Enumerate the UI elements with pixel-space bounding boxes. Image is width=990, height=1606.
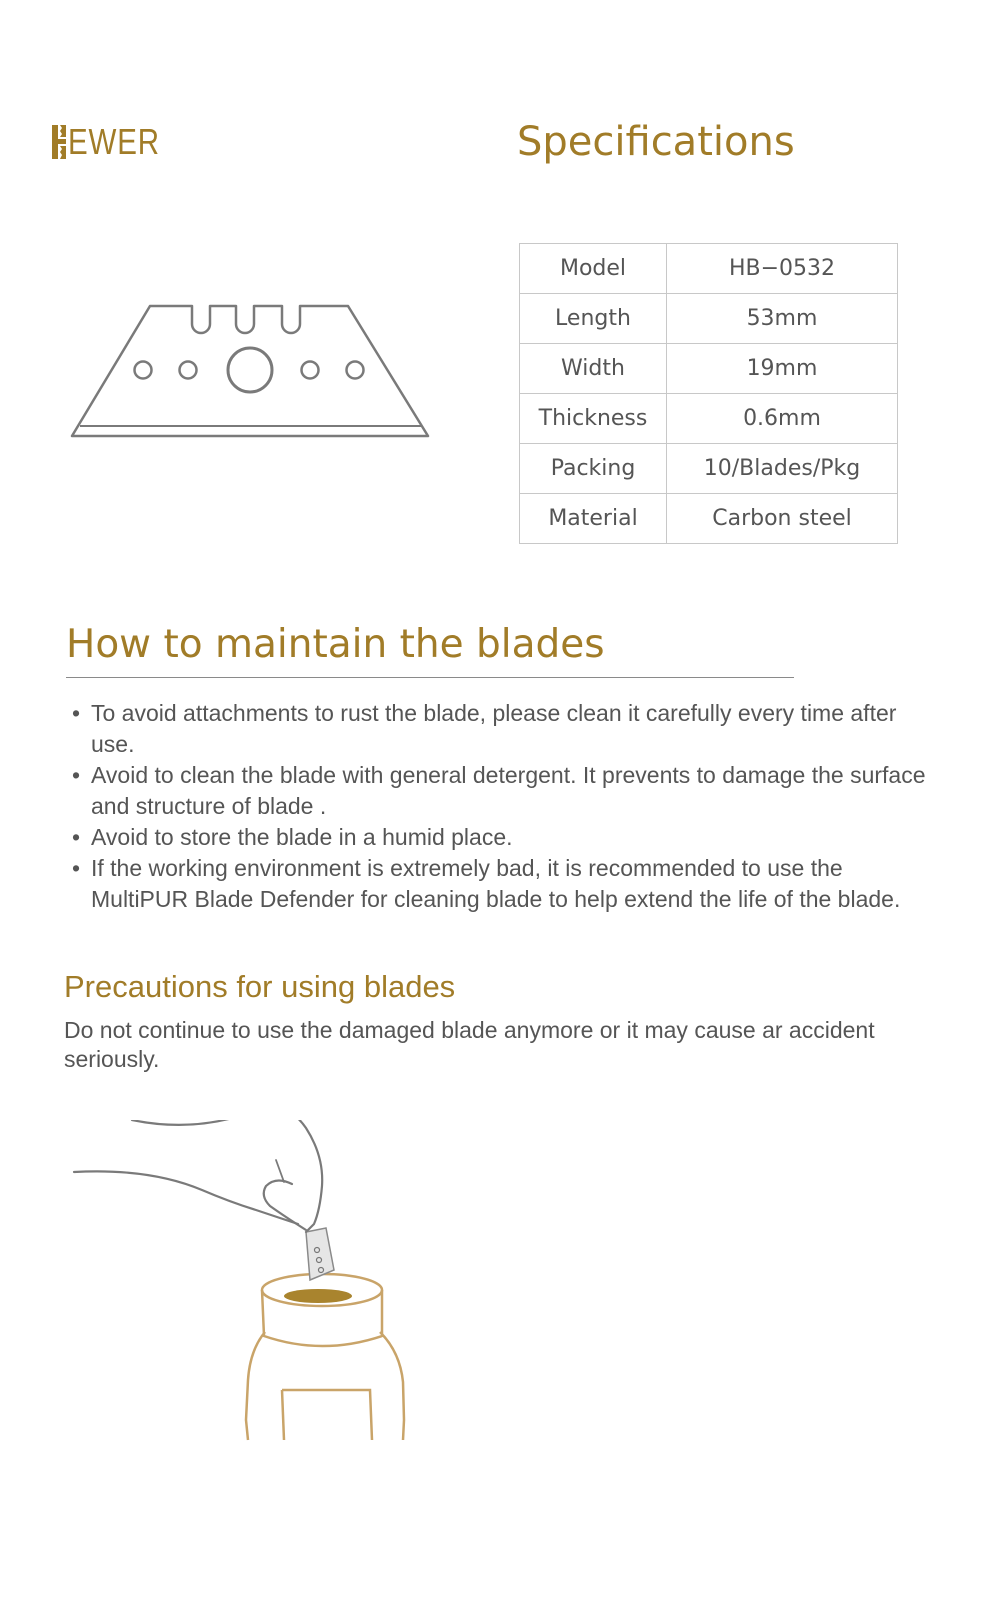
precautions-title: Precautions for using blades	[64, 969, 456, 1004]
bullet-icon: •	[72, 855, 81, 881]
spec-key: Width	[520, 344, 667, 394]
spec-value: Carbon steel	[667, 494, 898, 544]
spec-value: HB−0532	[667, 244, 898, 294]
bullet-icon: •	[72, 762, 81, 788]
bullet-icon: •	[72, 824, 81, 850]
spec-value: 10/Blades/Pkg	[667, 444, 898, 494]
logo-text: EWER	[68, 121, 160, 162]
maintain-tips-list	[72, 698, 932, 915]
logo-h-mark-icon	[52, 125, 66, 159]
utility-blade-icon	[70, 300, 440, 460]
spec-key: Packing	[520, 444, 667, 494]
spec-row-model	[520, 244, 898, 294]
blade-disposal-illustration-icon	[70, 1120, 470, 1450]
list-item	[72, 760, 932, 822]
spec-row-width	[520, 344, 898, 394]
section-divider	[66, 677, 794, 678]
spec-row-thickness	[520, 394, 898, 444]
list-item	[72, 698, 932, 760]
tip-text: If the working environment is extremely bad, it is recommended to use the MultiPUR Blade Defender for cleaning blade to help extend the life of the blade.	[91, 855, 901, 912]
spec-key: Material	[520, 494, 667, 544]
specs-table	[519, 243, 898, 544]
spec-key: Thickness	[520, 394, 667, 444]
spec-row-packing	[520, 444, 898, 494]
spec-row-length	[520, 294, 898, 344]
spec-key: Model	[520, 244, 667, 294]
precautions-text: Do not continue to use the damaged blade anymore or it may cause ar accident seriously.	[64, 1017, 875, 1072]
tip-text: To avoid attachments to rust the blade, please clean it carefully every time after use.	[91, 700, 897, 757]
spec-value: 0.6mm	[667, 394, 898, 444]
spec-value: 53mm	[667, 294, 898, 344]
maintain-title: How to maintain the blades	[66, 622, 605, 667]
specifications-title: Specifications	[517, 119, 795, 165]
spec-row-material	[520, 494, 898, 544]
tip-text: Avoid to clean the blade with general detergent. It prevents to damage the surface and structure of blade .	[91, 762, 926, 819]
bullet-icon: •	[72, 700, 81, 726]
brand-logo	[52, 121, 180, 162]
spec-value: 19mm	[667, 344, 898, 394]
list-item	[72, 853, 932, 915]
tip-text: Avoid to store the blade in a humid place.	[91, 824, 513, 850]
spec-key: Length	[520, 294, 667, 344]
list-item	[72, 822, 932, 853]
